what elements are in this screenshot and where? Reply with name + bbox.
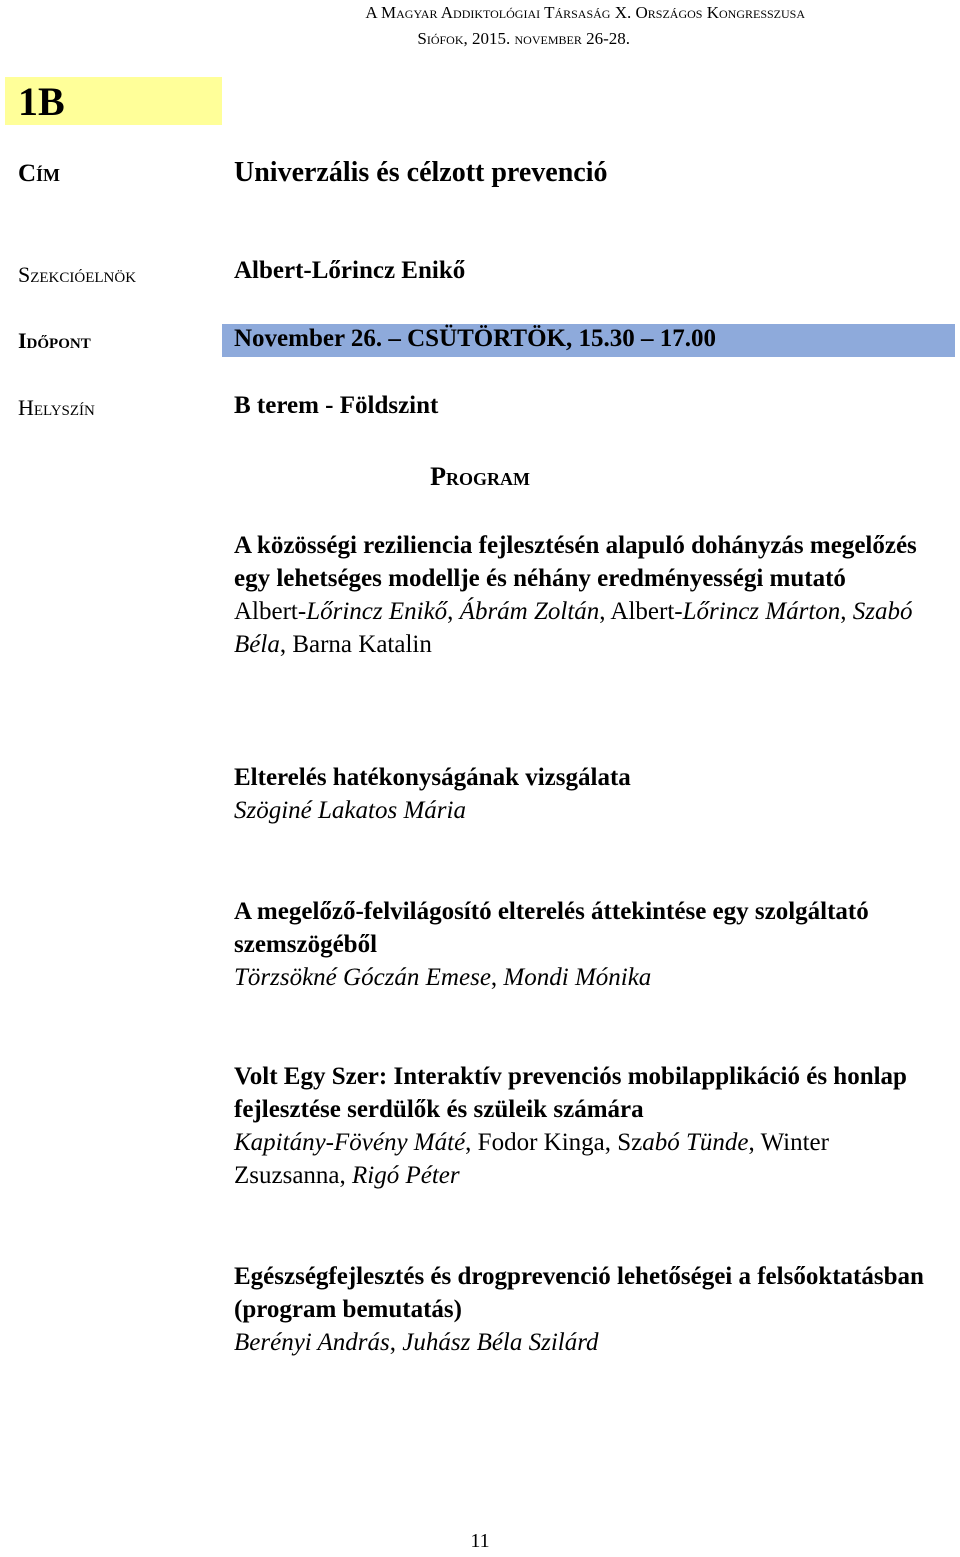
talk-title: Elterelés hatékonyságának vizsgálata (234, 764, 631, 791)
author-name: Albert-Lőrincz Márton, (610, 598, 853, 625)
author-name: Ábrám Zoltán, (459, 598, 611, 625)
talk-2 (234, 761, 944, 827)
time-label: Időpont (18, 328, 91, 353)
talk-title: A közösségi reziliencia fejlesztésén alapuló dohányzás megelőzés egy lehetséges modellje és néhány eredményességi mutató (234, 532, 917, 592)
talk-5 (234, 1260, 944, 1359)
talk-authors (234, 1326, 944, 1359)
conference-header-line-2: Siófok, 2015. november 26-28. (417, 29, 630, 48)
session-time: November 26. – CSÜTÖRTÖK, 15.30 – 17.00 (234, 325, 716, 352)
author-name: Törzsökné Góczán Emese, (234, 964, 504, 991)
session-title: Univerzális és célzott prevenció (234, 157, 608, 188)
author-name: Winter Zsuzsanna, (234, 1129, 829, 1189)
author-name: Rigó Péter (352, 1162, 460, 1189)
chair-label: Szekcióelnök (18, 262, 137, 287)
author-name: Juhász Béla Szilárd (402, 1329, 599, 1356)
page-number: 11 (470, 1530, 490, 1552)
author-name: Barna Katalin (292, 631, 432, 658)
author-name: Szöginé Lakatos Mária (234, 797, 466, 824)
author-name: Albert-Lőrincz Enikő, (234, 598, 460, 625)
author-name: Szabó Tünde, (617, 1129, 761, 1156)
talk-authors (234, 961, 944, 994)
talk-1 (234, 529, 944, 661)
session-location: B terem - Földszint (234, 392, 439, 419)
session-code: 1B (18, 79, 65, 124)
talk-authors (234, 1126, 944, 1192)
talk-4 (234, 1060, 944, 1192)
talk-authors (234, 794, 944, 827)
program-heading: Program (430, 462, 530, 491)
author-name: Fodor Kinga, (477, 1129, 618, 1156)
talk-authors (234, 595, 944, 661)
talk-title: A megelőző-felvilágosító elterelés áttekintése egy szolgáltató szemszögéből (234, 898, 869, 958)
talk-title: Egészségfejlesztés és drogprevenció lehetőségei a felsőoktatásban (program bemutatás) (234, 1263, 924, 1323)
session-chair: Albert-Lőrincz Enikő (234, 257, 466, 284)
talk-title: Volt Egy Szer: Interaktív prevenciós mobilapplikáció és honlap fejlesztése serdülők és szüleik számára (234, 1063, 907, 1123)
location-label: Helyszín (18, 395, 95, 420)
author-name: Szabó Béla, (234, 598, 913, 658)
conference-header-line-1: A Magyar Addiktológiai Társaság X. Országos Kongresszusa (365, 3, 805, 22)
title-label: Cím (18, 160, 61, 187)
author-name: Kapitány-Fövény Máté, (234, 1129, 478, 1156)
talk-3 (234, 895, 944, 994)
author-name: Mondi Mónika (503, 964, 652, 991)
author-name: Berényi András, (234, 1329, 403, 1356)
